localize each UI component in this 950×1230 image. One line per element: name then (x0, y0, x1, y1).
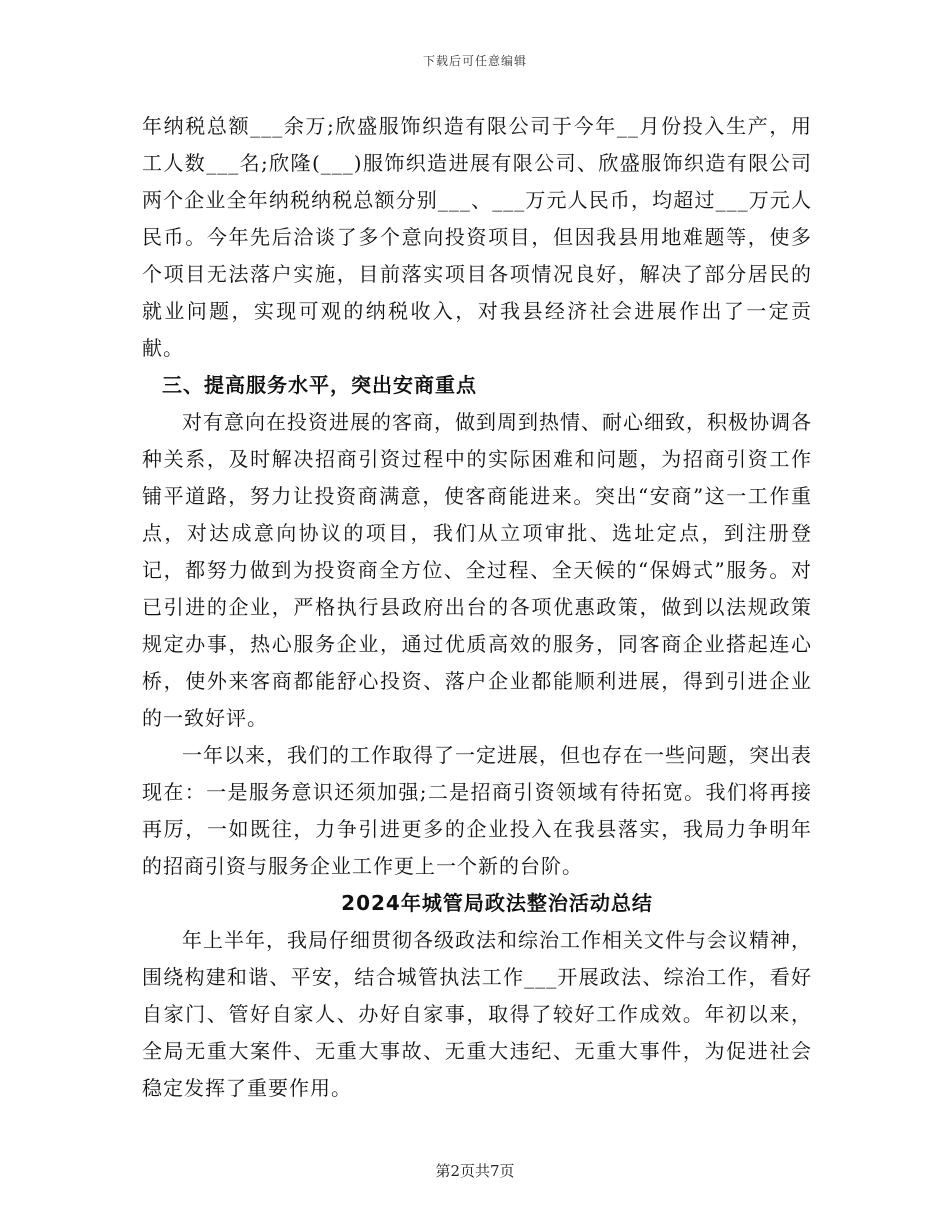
paragraph-continuation: 年纳税总额___余万;欣盛服饰织造有限公司于今年__月份投入生产，用工人数___名;欣隆(___)服饰织造进展有限公司、欣盛服饰织造有限公司两个企业全年纳税纳税总额分别___、___万元人民币，均超过___万元人民币。今年先后洽谈了多个意向投资项目，但因我县用地难题等，使多个项目无法落户实施，目前落实项目各项情况良好，解决了部分居民的就业问题，实现可观的纳税收入，对我县经济社会进展作出了一定贡献。 (142, 114, 812, 360)
section-heading: 三、提高服务水平，突出安商重点 (162, 373, 477, 397)
header-note: 下载后可任意编辑 (422, 54, 527, 68)
page-number: 第2页共7页 (435, 1162, 515, 1180)
paragraph-summary: 一年以来，我们的工作取得了一定进展，但也存在一些问题，突出表现在：一是服务意识还须加强;二是招商引资领域有待拓宽。我们将再接再厉，一如既往，力争引进更多的企业投入在我县落实，我局力争明年的招商引资与服务企业工作更上一个新的台阶。 (142, 743, 812, 878)
document-title: 2024年城管局政法整治活动总结 (341, 891, 653, 915)
paragraph-intro: 年上半年，我局仔细贯彻各级政法和综治工作相关文件与会议精神，围绕构建和谐、平安，结合城管执法工作___开展政法、综治工作，看好自家门、管好自家人、办好自家事，取得了较好工作成效。年初以来，全局无重大案件、无重大事故、无重大违纪、无重大事件，为促进社会稳定发挥了重要作用。 (142, 928, 812, 1100)
paragraph-service: 对有意向在投资进展的客商，做到周到热情、耐心细致，积极协调各种关系，及时解决招商引资过程中的实际困难和问题，为招商引资工作铺平道路，努力让投资商满意，使客商能进来。突出“安商”这一工作重点，对达成意向协议的项目，我们从立项审批、选址定点，到注册登记，都努力做到为投资商全方位、全过程、全天候的“保姆式”服务。对已引进的企业，严格执行县政府出台的各项优惠政策，做到以法规政策规定办事，热心服务企业，通过优质高效的服务，同客商企业搭起连心桥，使外来客商都能舒心投资、落户企业都能顺利进展，得到引进企业的一致好评。 (142, 410, 812, 730)
document-body (142, 108, 812, 1107)
